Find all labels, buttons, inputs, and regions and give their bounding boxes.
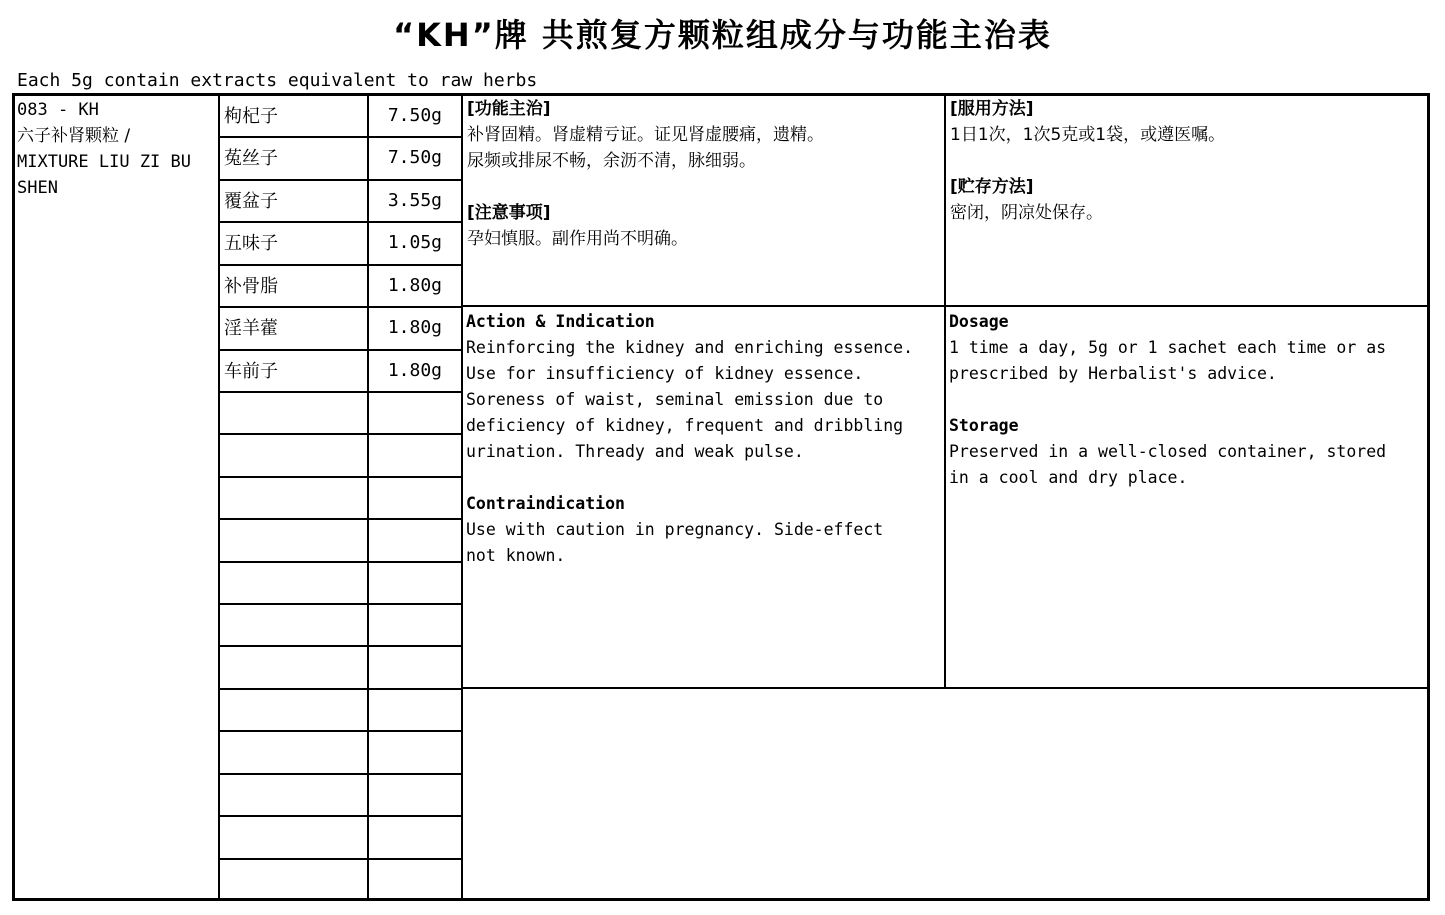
en-action-heading: Action & Indication [466,312,655,331]
en-dosage-heading: Dosage [949,312,1009,331]
herb-amount: 1.05g [387,231,442,253]
en-action-text: deficiency of kidney, frequent and dribbling [466,416,904,435]
cn-caution-heading: [注意事项] [467,203,551,223]
page-title: “KH”牌 共煎复方颗粒组成分与功能主治表 [393,16,1052,54]
en-storage-heading: Storage [949,416,1019,435]
herb-row-divider [219,561,462,563]
product-name-en: SHEN [17,178,58,198]
herb-row [0,349,460,391]
en-storage-text: Preserved in a well-closed container, stored [949,442,1387,461]
cn-caution-text: 孕妇慎服。副作用尚不明确。 [467,229,688,249]
herb-amount: 7.50g [387,104,442,126]
herb-row [0,94,460,136]
en-action-text: Use for insufficiency of kidney essence. [466,364,864,383]
herb-name: 补骨脂 [224,276,278,297]
en-dosage-cell [949,309,1386,491]
herb-row-divider [219,518,462,520]
col-divider [461,94,463,900]
herb-row-divider [219,815,462,817]
herb-name: 菟丝子 [224,148,278,169]
herb-row [0,179,460,221]
herb-row-divider [219,603,462,605]
herb-amount: 1.80g [387,359,442,381]
en-dosage-text: prescribed by Herbalist's advice. [949,364,1277,383]
herb-amount: 1.80g [387,316,442,338]
herb-name: 覆盆子 [224,191,278,212]
herb-amount: 3.55g [387,189,442,211]
en-action-cell [466,309,913,569]
herb-row-divider [219,391,462,393]
product-name-en: MIXTURE LIU ZI BU [17,152,191,172]
herb-name: 淫羊藿 [224,318,278,339]
cn-function-heading: [功能主治] [467,99,551,119]
cn-function-text: 补肾固精。肾虚精亏证。证见肾虚腰痛，遗精。 [467,125,824,145]
herb-row-divider [219,730,462,732]
product-code: 083 - KH [17,100,99,120]
row-divider [462,305,1428,307]
product-name-cn: 六子补肾颗粒 / [17,126,131,146]
herb-row-divider [219,773,462,775]
cn-dosage-cell [950,96,1225,226]
herb-row-divider [219,858,462,860]
en-dosage-text: 1 time a day, 5g or 1 sachet each time or as [949,338,1387,357]
en-storage-text: in a cool and dry place. [949,468,1188,487]
herb-name: 车前子 [224,361,278,382]
page-subtitle: Each 5g contain extracts equivalent to raw herbs [17,70,538,91]
en-contra-text: not known. [466,546,566,565]
herb-amount: 7.50g [387,146,442,168]
cn-storage-text: 密闭，阴凉处保存。 [950,203,1103,223]
en-action-text: urination. Thready and weak pulse. [466,442,804,461]
herb-row-divider [219,476,462,478]
en-contra-heading: Contraindication [466,494,625,513]
cn-dosage-text: 1日1次，1次5克或1袋，或遵医嘱。 [950,125,1226,145]
cn-function-cell [467,96,824,252]
herb-row-divider [219,688,462,690]
herb-row-divider [219,433,462,435]
herb-row [0,136,460,178]
herb-amount: 1.80g [387,274,442,296]
en-action-text: Soreness of waist, seminal emission due to [466,390,884,409]
herb-name: 五味子 [224,233,278,254]
herb-name: 枸杞子 [224,106,278,127]
cn-storage-heading: [贮存方法] [950,177,1034,197]
herb-row [0,306,460,348]
cn-function-text: 尿频或排尿不畅，余沥不清，脉细弱。 [467,151,756,171]
en-action-text: Reinforcing the kidney and enriching essence. [466,338,914,357]
row-divider [462,687,1428,689]
herb-row [0,221,460,263]
herb-row-divider [219,645,462,647]
en-contra-text: Use with caution in pregnancy. Side-effect [466,520,884,539]
col-divider [944,94,946,689]
herb-row [0,264,460,306]
cn-dosage-heading: [服用方法] [950,99,1034,119]
